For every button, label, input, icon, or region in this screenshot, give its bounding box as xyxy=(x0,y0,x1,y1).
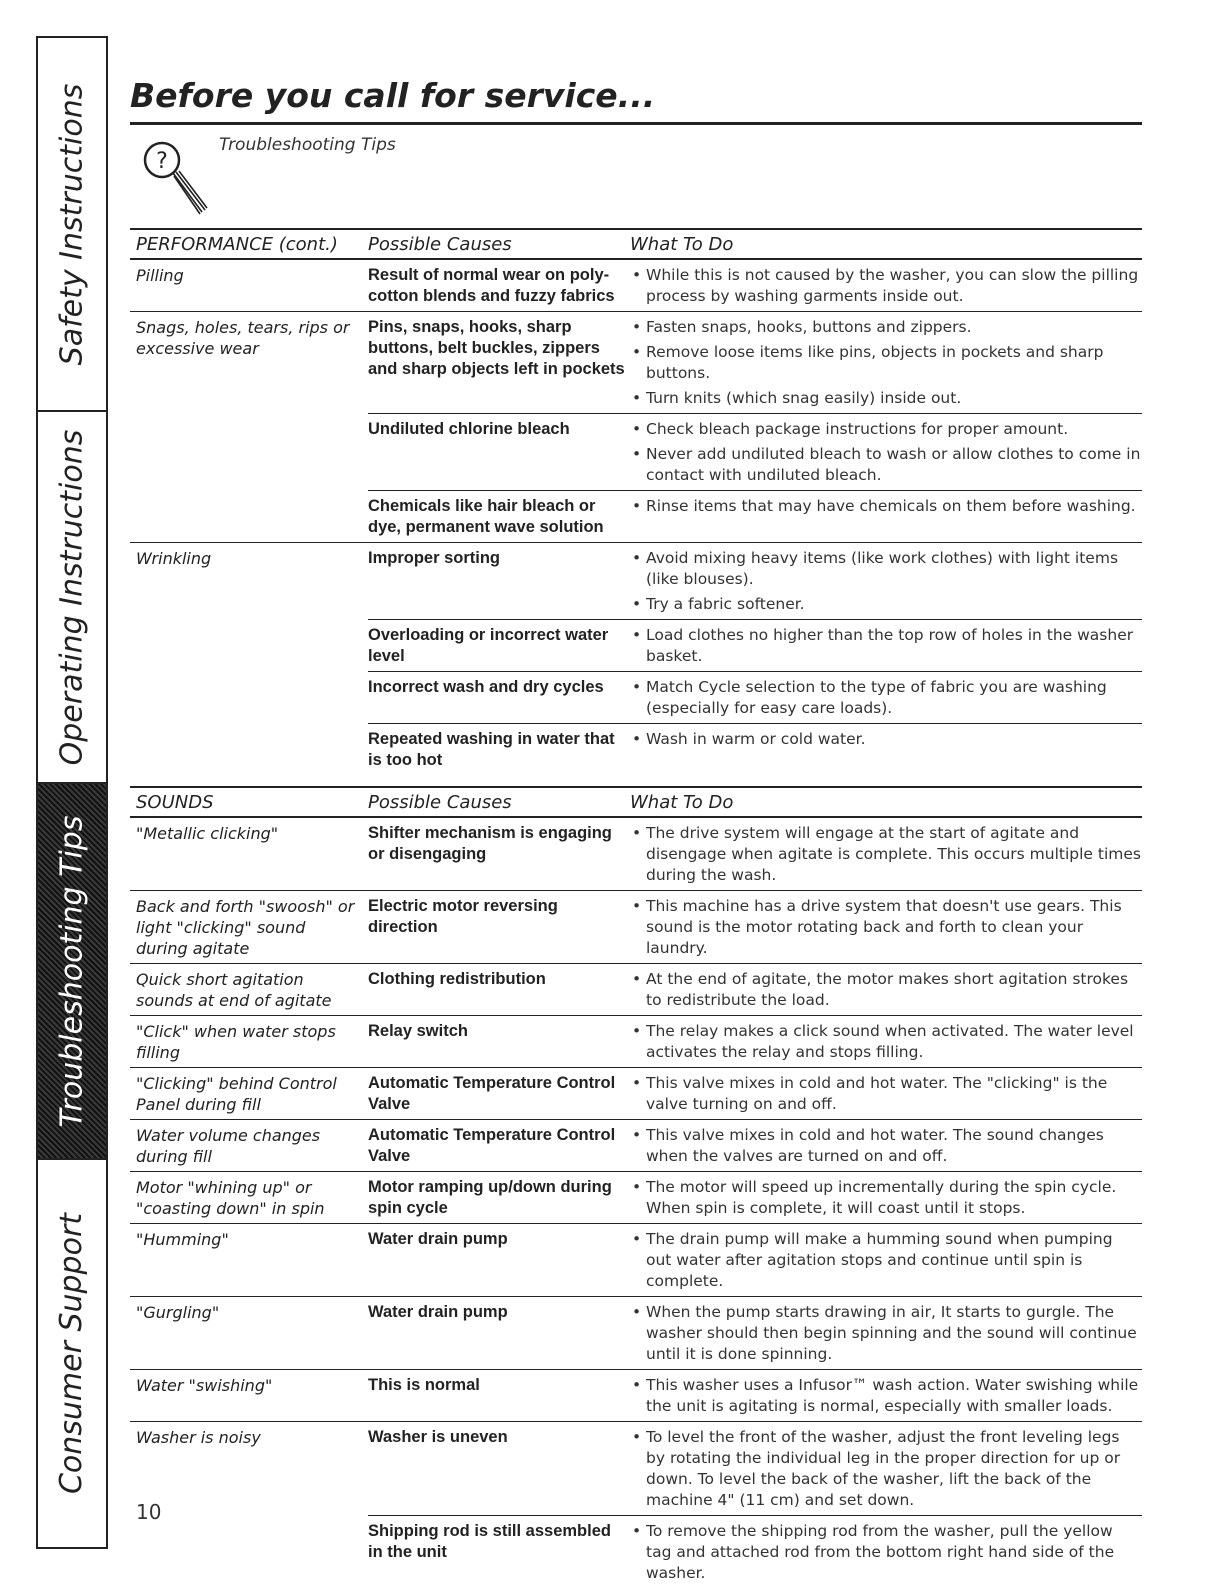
todo-item: • This washer uses a Infusor™ wash action. Water swishing while the unit is agitating is normal, especially with smaller loads. xyxy=(630,1375,1142,1417)
problem-label: Motor "whining up" or "coasting down" in spin xyxy=(136,1178,325,1218)
cause-label: Washer is uneven xyxy=(368,1428,508,1446)
todo-item: • Never add undiluted bleach to wash or allow clothes to come in contact with undiluted bleach. xyxy=(630,444,1142,486)
problem-label: Snags, holes, tears, rips or excessive wear xyxy=(136,318,350,358)
tab-label: Consumer Support xyxy=(54,1212,90,1495)
table-row xyxy=(130,1224,1142,1297)
table-row xyxy=(130,1370,1142,1422)
table-row xyxy=(130,1422,1142,1585)
table-header xyxy=(130,228,1142,260)
cause-label: Improper sorting xyxy=(368,549,501,567)
todo-item: • The motor will speed up incrementally during the spin cycle. When spin is complete, it will coast until it stops. xyxy=(630,1177,1142,1219)
side-tab-strip xyxy=(36,36,108,1549)
cause-label: Incorrect wash and dry cycles xyxy=(368,678,604,696)
todo-item: • Fasten snaps, hooks, buttons and zippers. xyxy=(630,317,1142,338)
tab-safety-instructions[interactable] xyxy=(38,38,106,412)
todo-item: • Load clothes no higher than the top row of holes in the washer basket. xyxy=(630,625,1142,667)
header-problem: SOUNDS xyxy=(136,791,214,813)
table-row xyxy=(130,891,1142,964)
cause-label: Chemicals like hair bleach or dye, permanent wave solution xyxy=(368,497,604,536)
problem-label: "Gurgling" xyxy=(136,1303,220,1322)
table-row xyxy=(130,260,1142,312)
header-problem: PERFORMANCE (cont.) xyxy=(136,233,338,255)
todo-item: • To remove the shipping rod from the washer, pull the yellow tag and attached rod from the bottom right hand side of the washer. xyxy=(630,1521,1142,1584)
todo-item: • Match Cycle selection to the type of fabric you are washing (especially for easy care loads). xyxy=(630,677,1142,719)
todo-item: • This valve mixes in cold and hot water. The sound changes when the valves are turned on and off. xyxy=(630,1125,1142,1167)
cause-label: Electric motor reversing direction xyxy=(368,897,558,936)
table-row xyxy=(130,818,1142,891)
table-row xyxy=(130,964,1142,1016)
cause-label: This is normal xyxy=(368,1376,480,1394)
performance-table xyxy=(130,228,1142,775)
todo-item: • The relay makes a click sound when activated. The water level activates the relay and stops filling. xyxy=(630,1021,1142,1063)
todo-item: • Check bleach package instructions for proper amount. xyxy=(630,419,1142,440)
sounds-table xyxy=(130,786,1142,1585)
todo-item: • To level the front of the washer, adjust the front leveling legs by rotating the individual leg in the proper direction for up or down. To level the back of the washer, lift the back of the machine 4" (11 cm) and set down. xyxy=(630,1427,1142,1511)
todo-item: • This valve mixes in cold and hot water. The "clicking" is the valve turning on and off. xyxy=(630,1073,1142,1115)
tab-operating-instructions[interactable] xyxy=(38,412,106,784)
cause-label: Pins, snaps, hooks, sharp buttons, belt buckles, zippers and sharp objects left in pockets xyxy=(368,318,625,378)
section-subtitle: Troubleshooting Tips xyxy=(219,135,396,155)
cause-label: Automatic Temperature Control Valve xyxy=(368,1074,616,1113)
problem-label: Wrinkling xyxy=(136,549,212,568)
table-row xyxy=(130,312,1142,543)
page-title: Before you call for service... xyxy=(130,76,656,115)
problem-label: Water "swishing" xyxy=(136,1376,273,1395)
todo-item: • The drain pump will make a humming sound when pumping out water after agitation stops and continue until spin is complete. xyxy=(630,1229,1142,1292)
cause-label: Water drain pump xyxy=(368,1230,508,1248)
problem-label: "Metallic clicking" xyxy=(136,824,279,843)
problem-label: Quick short agitation sounds at end of agitate xyxy=(136,970,332,1010)
problem-label: "Clicking" behind Control Panel during fill xyxy=(136,1074,337,1114)
todo-item: • When the pump starts drawing in air, It starts to gurgle. The washer should then begin spinning and the sound will continue until it is done spinning. xyxy=(630,1302,1142,1365)
table-row xyxy=(130,1120,1142,1172)
problem-label: "Humming" xyxy=(136,1230,229,1249)
title-rule xyxy=(130,122,1142,125)
tab-label: Safety Instructions xyxy=(54,83,90,365)
todo-item: • Avoid mixing heavy items (like work clothes) with light items (like blouses). xyxy=(630,548,1142,590)
page-number: 10 xyxy=(136,1500,162,1524)
table-row xyxy=(130,543,1142,775)
tab-troubleshooting-tips[interactable] xyxy=(38,784,106,1160)
cause-label: Result of normal wear on poly-cotton blends and fuzzy fabrics xyxy=(368,266,615,305)
header-todo: What To Do xyxy=(630,233,734,255)
table-row xyxy=(130,1297,1142,1370)
cause-label: Water drain pump xyxy=(368,1303,508,1321)
todo-item: • This machine has a drive system that doesn't use gears. This sound is the motor rotating back and forth to clean your laundry. xyxy=(630,896,1142,959)
todo-item: • Try a fabric softener. xyxy=(630,594,1142,615)
todo-item: • While this is not caused by the washer, you can slow the pilling process by washing garments inside out. xyxy=(630,265,1142,307)
header-causes: Possible Causes xyxy=(368,233,512,255)
cause-label: Repeated washing in water that is too hot xyxy=(368,730,615,769)
tab-label: Operating Instructions xyxy=(54,429,90,765)
todo-item: • Wash in warm or cold water. xyxy=(630,729,1142,750)
todo-item: • Remove loose items like pins, objects in pockets and sharp buttons. xyxy=(630,342,1142,384)
table-header xyxy=(130,786,1142,818)
tab-label: Troubleshooting Tips xyxy=(54,815,90,1127)
cause-label: Automatic Temperature Control Valve xyxy=(368,1126,616,1165)
header-todo: What To Do xyxy=(630,791,734,813)
problem-label: Water volume changes during fill xyxy=(136,1126,321,1166)
problem-label: Back and forth "swoosh" or light "clicking" sound during agitate xyxy=(136,897,355,958)
cause-label: Relay switch xyxy=(368,1022,468,1040)
cause-label: Overloading or incorrect water level xyxy=(368,626,609,665)
problem-label: Washer is noisy xyxy=(136,1428,261,1447)
table-row xyxy=(130,1068,1142,1120)
problem-label: "Click" when water stops filling xyxy=(136,1022,336,1062)
cause-label: Motor ramping up/down during spin cycle xyxy=(368,1178,612,1217)
cause-label: Shipping rod is still assembled in the unit xyxy=(368,1522,611,1561)
tab-consumer-support[interactable] xyxy=(38,1160,106,1547)
cause-label: Undiluted chlorine bleach xyxy=(368,420,570,438)
question-magnifier-icon xyxy=(140,138,220,218)
header-causes: Possible Causes xyxy=(368,791,512,813)
svg-text:?: ? xyxy=(156,149,168,174)
table-row xyxy=(130,1172,1142,1224)
todo-item: • The drive system will engage at the start of agitate and disengage when agitate is complete. This occurs multiple times during the wash. xyxy=(630,823,1142,886)
todo-item: • At the end of agitate, the motor makes short agitation strokes to redistribute the load. xyxy=(630,969,1142,1011)
todo-item: • Turn knits (which snag easily) inside out. xyxy=(630,388,1142,409)
cause-label: Clothing redistribution xyxy=(368,970,546,988)
table-row xyxy=(130,1016,1142,1068)
cause-label: Shifter mechanism is engaging or disengaging xyxy=(368,824,612,863)
problem-label: Pilling xyxy=(136,266,184,285)
todo-item: • Rinse items that may have chemicals on them before washing. xyxy=(630,496,1142,517)
